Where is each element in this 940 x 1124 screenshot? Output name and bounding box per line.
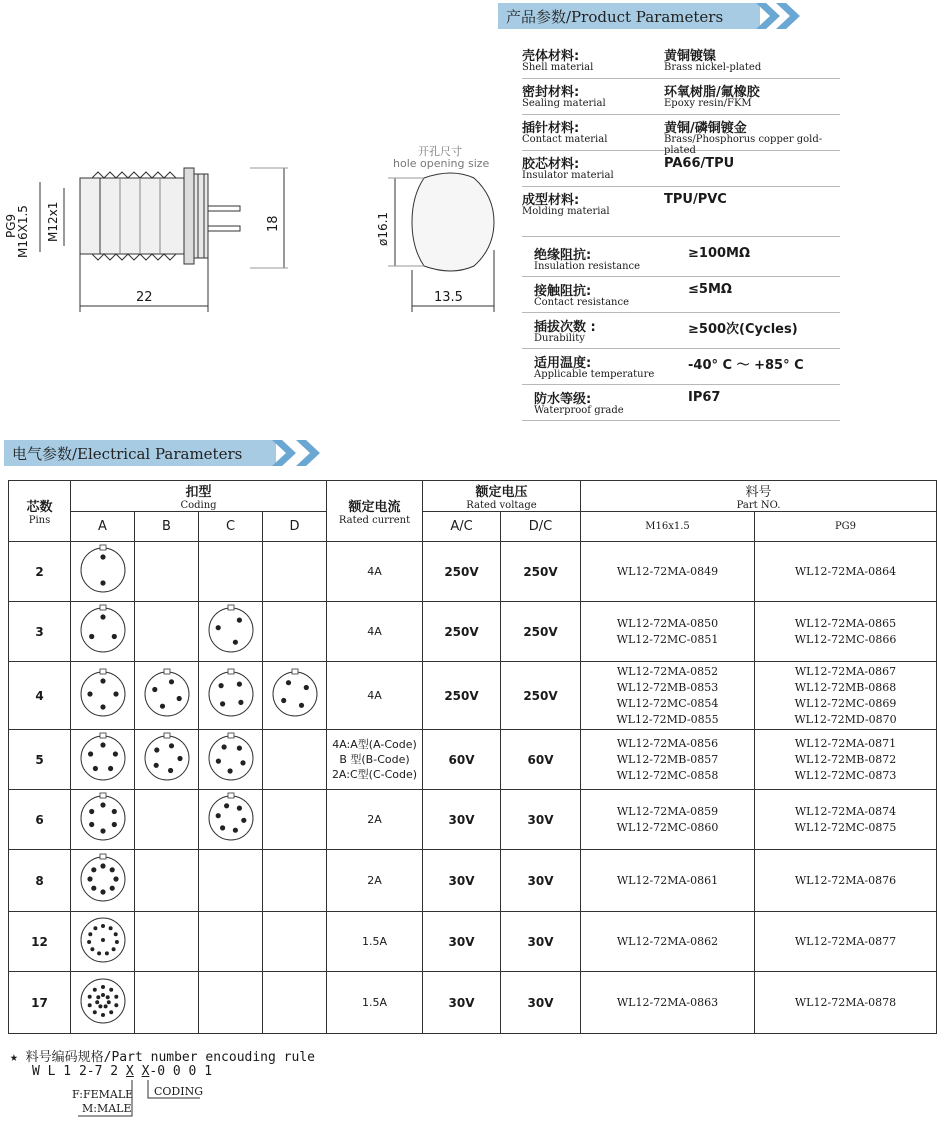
table-row <box>9 730 937 790</box>
pin-layout-icon <box>267 666 323 722</box>
pins-cell: 6 <box>9 790 71 850</box>
table-row <box>9 542 937 602</box>
pg9-part-cell <box>755 912 937 972</box>
property-row <box>522 278 840 313</box>
part-number: WL12-72MA-0850 <box>616 616 719 630</box>
param-value: 环氧树脂/氟橡胶 <box>664 85 760 100</box>
pin-layout-icon <box>139 730 195 786</box>
pins-cell: 17 <box>9 972 71 1034</box>
pg9-header: PG9 <box>755 512 937 542</box>
current-value: 1.5A <box>361 996 388 1009</box>
pg9-part-cell <box>755 850 937 912</box>
part-number: WL12-72MC-0869 <box>794 696 897 710</box>
param-label-en: Waterproof grade <box>534 405 624 416</box>
m16-part-cell <box>581 730 755 790</box>
pg9-part-cell <box>755 662 937 730</box>
hole-caption-en: hole opening size <box>393 157 490 170</box>
coding-cell <box>135 850 199 912</box>
coding-cell <box>71 602 135 662</box>
current-value: 4A:A型(A-Code) <box>332 738 417 751</box>
chevron-arrows-icon <box>272 440 342 466</box>
current-cell <box>327 850 423 912</box>
param-label-en: Applicable temperature <box>534 369 655 380</box>
electrical-parameters-header <box>4 440 354 466</box>
pins-cell: 3 <box>9 602 71 662</box>
diameter-dimension: ø16.1 <box>376 211 390 246</box>
table-row <box>9 662 937 730</box>
coding-cell <box>71 542 135 602</box>
table-row <box>9 850 937 912</box>
header-en: Rated voltage <box>466 500 537 511</box>
coding-cell <box>135 662 199 730</box>
material-row <box>522 152 840 187</box>
pins-cell: 12 <box>9 912 71 972</box>
pin-layout-icon <box>75 851 131 907</box>
current-cell <box>327 662 423 730</box>
pins-cell: 2 <box>9 542 71 602</box>
m12-dimension: M12x1 <box>46 201 60 242</box>
param-value: 黄铜/磷铜镀金 <box>664 121 747 136</box>
current-header <box>327 481 423 542</box>
param-value: ≥100MΩ <box>688 246 751 261</box>
material-row <box>522 44 840 79</box>
header-cn: 额定电流 <box>348 500 401 515</box>
part-number: WL12-72MA-0865 <box>794 616 897 630</box>
dc-voltage-cell: 250V <box>501 542 581 602</box>
header-cn: 料号 <box>745 485 772 500</box>
part-number: WL12-72MA-0849 <box>616 564 719 578</box>
male-label: M:MALE <box>82 1102 132 1115</box>
coding-label: CODING <box>154 1085 204 1098</box>
param-label: 成型材料: <box>522 193 580 208</box>
part-number: WL12-72MA-0861 <box>616 873 719 887</box>
header-en: Coding <box>180 500 217 511</box>
header-en: Pins <box>28 515 51 526</box>
coding-cell <box>71 730 135 790</box>
coding-cell <box>199 790 263 850</box>
header-en: Part NO. <box>736 500 781 511</box>
part-number: WL12-72MA-0876 <box>794 873 897 887</box>
part-number: WL12-72MB-0872 <box>794 752 897 766</box>
coding-cell <box>199 602 263 662</box>
part-number: WL12-72MA-0856 <box>616 736 719 750</box>
part-number: WL12-72MC-0873 <box>794 768 897 782</box>
coding-a-header: A <box>71 512 135 542</box>
current-value: 2A <box>367 874 382 887</box>
part-number: WL12-72MC-0860 <box>616 820 719 834</box>
code-suffix: -0 0 0 1 <box>149 1064 213 1079</box>
table-row <box>9 912 937 972</box>
header-cn: 芯数 <box>26 500 53 515</box>
part-number: WL12-72MC-0858 <box>616 768 719 782</box>
coding-cell <box>199 912 263 972</box>
coding-cell <box>199 662 263 730</box>
param-value-en: Epoxy resin/FKM <box>664 98 752 109</box>
coding-cell <box>71 912 135 972</box>
dc-voltage-cell: 30V <box>501 972 581 1034</box>
part-number: WL12-72MB-0857 <box>616 752 719 766</box>
property-row <box>522 386 840 421</box>
ac-voltage-cell: 30V <box>423 790 501 850</box>
param-value: 黄铜镀镍 <box>664 49 717 64</box>
param-label-en: Contact material <box>522 134 608 145</box>
length-dimension: 22 <box>136 290 153 305</box>
param-value: ≤5MΩ <box>688 282 732 297</box>
param-label-en: Insulator material <box>522 170 614 181</box>
product-parameters-header <box>498 3 818 29</box>
pg9-part-cell <box>755 790 937 850</box>
coding-cell <box>135 972 199 1034</box>
female-label: F:FEMALE <box>72 1088 134 1101</box>
pg9-part-cell <box>755 602 937 662</box>
current-cell <box>327 602 423 662</box>
width-dimension: 13.5 <box>434 290 463 305</box>
current-cell <box>327 542 423 602</box>
electrical-parameters-title: 电气参数/Electrical Parameters <box>12 445 243 463</box>
param-label-en: Durability <box>534 333 585 344</box>
property-row <box>522 314 840 349</box>
param-label-en: Shell material <box>522 62 594 73</box>
ac-voltage-cell: 60V <box>423 730 501 790</box>
pg9-part-cell <box>755 730 937 790</box>
ac-header: A/C <box>423 512 501 542</box>
header-en: Rated current <box>338 515 411 526</box>
part-rule-title: ★ 料号编码规格/Part number encouding rule <box>10 1050 315 1065</box>
coding-c-header: C <box>199 512 263 542</box>
part-rule-code <box>32 1064 212 1079</box>
material-row <box>522 80 840 115</box>
ac-voltage-cell: 250V <box>423 542 501 602</box>
pg9-part-cell <box>755 972 937 1034</box>
dc-voltage-cell: 30V <box>501 850 581 912</box>
part-number: WL12-72MC-0851 <box>616 632 719 646</box>
current-value: 2A:C型(C-Code) <box>331 768 418 781</box>
coding-cell <box>263 850 327 912</box>
current-value: 2A <box>367 813 382 826</box>
param-value: PA66/TPU <box>664 156 735 171</box>
param-label: 插拔次数 : <box>534 320 596 335</box>
param-label: 绝缘阻抗: <box>534 248 592 263</box>
coding-cell <box>263 730 327 790</box>
coding-cell <box>199 730 263 790</box>
current-cell <box>327 972 423 1034</box>
material-row <box>522 116 840 156</box>
part-number: WL12-72MA-0863 <box>616 995 719 1009</box>
part-number: WL12-72MA-0859 <box>616 804 719 818</box>
voltage-header <box>423 481 581 512</box>
part-number: WL12-72MA-0862 <box>616 934 719 948</box>
part-number: WL12-72MA-0867 <box>794 664 897 678</box>
pg9-dimension: PG9 <box>4 213 18 238</box>
coding-cell <box>199 972 263 1034</box>
current-cell <box>327 912 423 972</box>
m16-part-cell <box>581 662 755 730</box>
param-label: 密封材料: <box>522 85 580 100</box>
height-dimension: 18 <box>266 215 281 232</box>
current-cell <box>327 790 423 850</box>
pin-layout-icon <box>203 602 259 658</box>
current-value: 4A <box>367 625 382 638</box>
param-label: 胶芯材料: <box>522 157 580 172</box>
param-label: 适用温度: <box>534 356 592 371</box>
coding-cell <box>135 912 199 972</box>
pin-layout-icon <box>75 602 131 658</box>
param-value-en: Brass/Phosphorus copper gold-plated <box>664 134 823 156</box>
table-row <box>9 602 937 662</box>
coding-cell <box>135 730 199 790</box>
param-value: ≥500次(Cycles) <box>688 322 798 337</box>
param-label: 插针材料: <box>522 121 580 136</box>
part-number: WL12-72MC-0854 <box>616 696 719 710</box>
param-label-en: Contact resistance <box>534 297 629 308</box>
property-row <box>522 242 840 277</box>
part-number: WL12-72MA-0864 <box>794 564 897 578</box>
pin-layout-icon <box>139 666 195 722</box>
current-value: 4A <box>367 689 382 702</box>
chevron-arrows-icon <box>756 3 816 29</box>
pin-layout-icon <box>203 666 259 722</box>
ac-voltage-cell: 250V <box>423 602 501 662</box>
param-label-en: Insulation resistance <box>534 261 641 272</box>
pins-cell: 4 <box>9 662 71 730</box>
coding-cell <box>135 542 199 602</box>
ac-voltage-cell: 30V <box>423 850 501 912</box>
m16-part-cell <box>581 972 755 1034</box>
pg9-part-cell <box>755 542 937 602</box>
part-number: WL12-72MC-0866 <box>794 632 897 646</box>
table-row <box>9 972 937 1034</box>
coding-cell <box>71 790 135 850</box>
dc-voltage-cell: 250V <box>501 602 581 662</box>
property-row <box>522 350 840 385</box>
param-label: 防水等级: <box>534 392 592 407</box>
param-value: -40° C ～ +85° C <box>688 358 804 373</box>
part-number: WL12-72MA-0871 <box>794 736 897 750</box>
dc-voltage-cell: 250V <box>501 662 581 730</box>
part-number: WL12-72MB-0853 <box>616 680 719 694</box>
header-cn: 扣型 <box>185 485 212 500</box>
m16-part-cell <box>581 850 755 912</box>
m16-part-cell <box>581 542 755 602</box>
param-value: TPU/PVC <box>664 192 727 207</box>
ac-voltage-cell: 30V <box>423 912 501 972</box>
param-value: IP67 <box>688 390 721 405</box>
part-number: WL12-72MA-0878 <box>794 995 897 1009</box>
part-header <box>581 481 937 512</box>
param-value-en: Brass nickel-plated <box>664 62 762 73</box>
coding-cell <box>71 972 135 1034</box>
pin-layout-icon <box>75 730 131 786</box>
header-cn: 额定电压 <box>475 485 528 500</box>
pin-layout-icon <box>75 973 131 1029</box>
param-label: 壳体材料: <box>522 49 580 64</box>
coding-cell <box>263 790 327 850</box>
current-value: 1.5A <box>361 935 388 948</box>
coding-cell <box>263 912 327 972</box>
divider <box>522 236 840 237</box>
table-row <box>9 790 937 850</box>
coding-cell <box>135 602 199 662</box>
pin-layout-icon <box>75 542 131 598</box>
dc-voltage-cell: 30V <box>501 912 581 972</box>
part-number: WL12-72MD-0855 <box>616 712 719 726</box>
part-number: WL12-72MC-0875 <box>794 820 897 834</box>
pins-header <box>9 481 71 542</box>
part-number: WL12-72MB-0868 <box>794 680 897 694</box>
coding-cell <box>263 542 327 602</box>
dc-voltage-cell: 60V <box>501 730 581 790</box>
code-prefix: W L 1 2-7 2 <box>32 1064 126 1079</box>
pin-layout-icon <box>203 790 259 846</box>
coding-cell <box>263 972 327 1034</box>
hole-caption-cn: 开孔尺寸 <box>418 145 462 158</box>
param-label-en: Molding material <box>522 206 610 217</box>
pin-layout-icon <box>75 666 131 722</box>
code-coding: X <box>141 1064 150 1079</box>
coding-d-header: D <box>263 512 327 542</box>
part-number: WL12-72MA-0874 <box>794 804 897 818</box>
m16-part-cell <box>581 790 755 850</box>
current-value: 4A <box>367 565 382 578</box>
coding-header <box>71 481 327 512</box>
m16-part-cell <box>581 912 755 972</box>
param-label: 接触阻抗: <box>534 284 592 299</box>
pins-cell: 5 <box>9 730 71 790</box>
current-cell <box>327 730 423 790</box>
pin-layout-icon <box>75 790 131 846</box>
coding-b-header: B <box>135 512 199 542</box>
coding-cell <box>263 602 327 662</box>
product-parameters-title: 产品参数/Product Parameters <box>506 8 724 26</box>
material-row <box>522 188 840 222</box>
pin-layout-icon <box>203 730 259 786</box>
part-number: WL12-72MD-0870 <box>794 712 897 726</box>
ac-voltage-cell: 250V <box>423 662 501 730</box>
coding-cell <box>71 850 135 912</box>
pin-layout-icon <box>75 912 131 968</box>
coding-cell <box>199 542 263 602</box>
dc-voltage-cell: 30V <box>501 790 581 850</box>
current-value: B 型(B-Code) <box>339 753 410 766</box>
coding-cell <box>135 790 199 850</box>
param-label-en: Sealing material <box>522 98 606 109</box>
coding-cell <box>199 850 263 912</box>
part-number: WL12-72MA-0877 <box>794 934 897 948</box>
part-number: WL12-72MA-0852 <box>616 664 719 678</box>
m16-dimension: M16X1.5 <box>16 205 30 258</box>
code-gender: X <box>125 1064 134 1079</box>
dc-header: D/C <box>501 512 581 542</box>
coding-cell <box>71 662 135 730</box>
coding-cell <box>263 662 327 730</box>
electrical-table <box>8 480 937 1034</box>
m16-part-cell <box>581 602 755 662</box>
m16-header: M16x1.5 <box>581 512 755 542</box>
ac-voltage-cell: 30V <box>423 972 501 1034</box>
pins-cell: 8 <box>9 850 71 912</box>
